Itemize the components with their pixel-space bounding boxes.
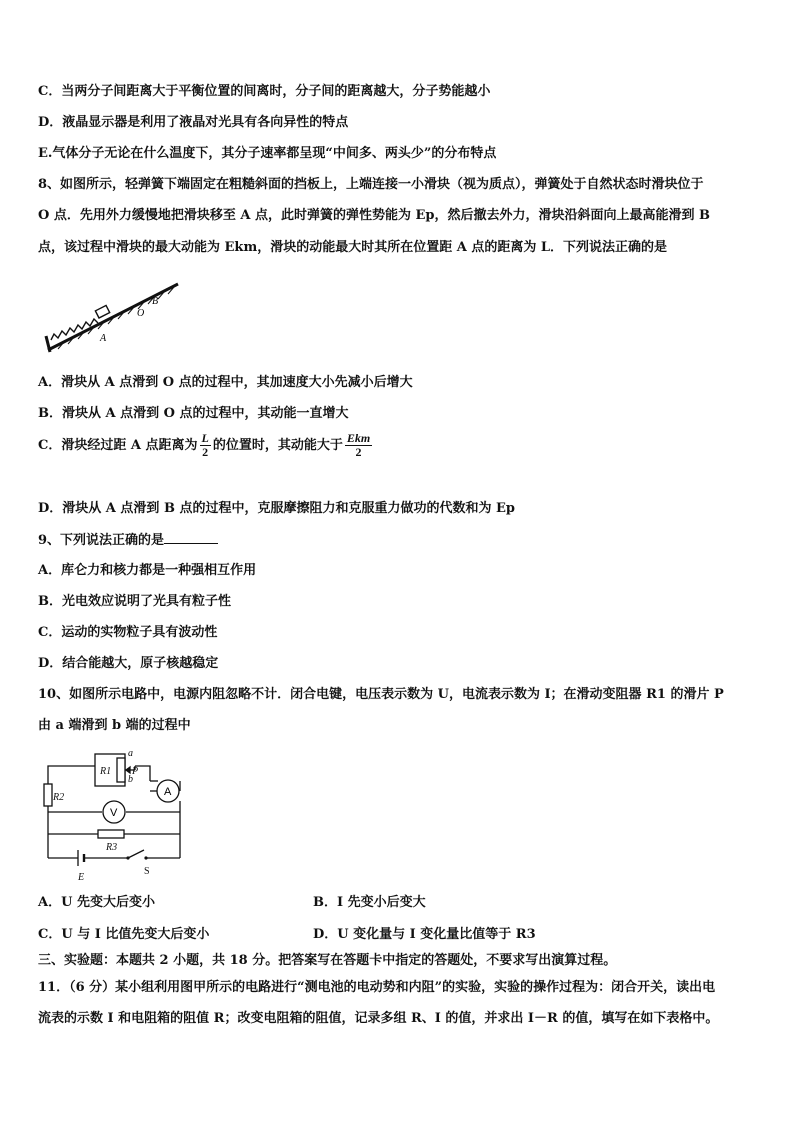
q8-option-a: A．滑块从 A 点滑到 O 点的过程中，其加速度大小先减小后增大 bbox=[38, 375, 413, 390]
label-r2: R2 bbox=[53, 792, 65, 803]
r1-resistor bbox=[117, 758, 125, 782]
label-a: A bbox=[100, 333, 107, 344]
label-s: S bbox=[144, 866, 150, 877]
q8-option-c-mid: 的位置时，其动能大于 bbox=[212, 438, 343, 453]
q11-stem-line2: 流表的示数 I 和电阻箱的阻值 R；改变电阻箱的阻值，记录多组 R、I 的值，并求出 I－R 的值，填写在如下表格中。 bbox=[38, 1011, 719, 1026]
q9-option-c: C．运动的实物粒子具有波动性 bbox=[38, 625, 218, 640]
fraction-numerator: L bbox=[201, 431, 209, 445]
q9-stem bbox=[38, 531, 218, 550]
wire-top-left bbox=[48, 766, 95, 791]
q11-stem-line1: 11．（6 分）某小组利用图甲所示的电路进行“测电池的电动势和内阻”的实验，实验的操作过程为：闭合开关，读出电 bbox=[38, 980, 716, 995]
q7-option-c: C．当两分子间距离大于平衡位置的间离时，分子间的距离越大，分子势能越小 bbox=[38, 84, 491, 99]
ammeter-symbol: A bbox=[164, 786, 172, 798]
fraction-numerator: Ekm bbox=[346, 431, 371, 445]
q10-stem-line1: 10、如图所示电路中，电源内阻忽略不计．闭合电键，电压表示数为 U，电流表示数为 I；在滑动变阻器 R1 的滑片 P bbox=[38, 687, 724, 702]
q9-option-b: B．光电效应说明了光具有粒子性 bbox=[38, 594, 231, 609]
circuit-diagram bbox=[40, 746, 190, 886]
baffle-plate bbox=[46, 336, 50, 352]
q7-option-d: D．液晶显示器是利用了液晶对光具有各向异性的特点 bbox=[38, 115, 349, 130]
r3-resistor bbox=[98, 830, 124, 838]
label-e: E bbox=[78, 872, 85, 883]
incline-figure bbox=[44, 278, 184, 358]
q9-option-a: A．库仑力和核力都是一种强相互作用 bbox=[38, 563, 257, 578]
q8-stem-line2: O 点．先用外力缓慢地把滑块移至 A 点，此时弹簧的弹性势能为 Ep，然后撤去外力，滑块沿斜面向上最高能滑到 B bbox=[38, 208, 711, 223]
label-r3: R3 bbox=[106, 842, 118, 853]
label-b: B bbox=[152, 296, 159, 307]
slider-block bbox=[95, 305, 109, 318]
fraction-denominator: 2 bbox=[202, 445, 209, 459]
q10-option-c: C．U 与 I 比值先变大后变小 bbox=[38, 927, 210, 942]
label-a-end: a bbox=[128, 748, 133, 759]
q10-option-a: A．U 先变大后变小 bbox=[38, 895, 155, 910]
q10-option-d: D．U 变化量与 I 变化量比值等于 R3 bbox=[313, 927, 536, 942]
section-3-heading: 三、实验题：本题共 2 小题，共 18 分。把答案写在答题卡中指定的答题处，不要求写出演算过程。 bbox=[38, 953, 617, 968]
q8-option-b: B．滑块从 A 点滑到 O 点的过程中，其动能一直增大 bbox=[38, 406, 349, 421]
q8-stem-line1: 8、如图所示，轻弹簧下端固定在粗糙斜面的挡板上，上端连接一小滑块（视为质点），弹簧处于自然状态时滑块位于 bbox=[38, 177, 704, 192]
q9-stem-text: 9、下列说法正确的是 bbox=[38, 533, 165, 548]
fraction-ekm-over-2 bbox=[345, 432, 372, 459]
label-r1: R1 bbox=[100, 766, 112, 777]
q7-option-e: E.气体分子无论在什么温度下，其分子速率都呈现“中间多、两头少”的分布特点 bbox=[38, 146, 497, 161]
label-o: O bbox=[137, 308, 145, 319]
voltmeter-symbol: V bbox=[110, 807, 118, 819]
q8-option-c bbox=[38, 431, 374, 461]
label-b-end: b bbox=[128, 774, 133, 785]
q8-option-c-pre: C．滑块经过距 A 点距离为 bbox=[38, 438, 198, 453]
q9-option-d: D．结合能越大，原子核越稳定 bbox=[38, 656, 219, 671]
q10-option-b: B．I 先变小后变大 bbox=[313, 895, 426, 910]
q10-stem-line2: 由 a 端滑到 b 端的过程中 bbox=[38, 718, 191, 733]
q8-stem-line3: 点，该过程中滑块的最大动能为 Ekm，滑块的动能最大时其所在位置距 A 点的距离为 L．下列说法正确的是 bbox=[38, 240, 668, 255]
r2-resistor bbox=[44, 784, 52, 806]
switch-lever bbox=[128, 850, 144, 858]
fraction-l-over-2 bbox=[200, 432, 211, 459]
fraction-denominator: 2 bbox=[355, 445, 362, 459]
incline-surface bbox=[48, 284, 178, 350]
q8-option-d: D．滑块从 A 点滑到 B 点的过程中，克服摩擦阻力和克服重力做功的代数和为 Ep bbox=[38, 501, 515, 516]
label-p: P bbox=[132, 766, 139, 777]
answer-blank bbox=[164, 531, 218, 544]
